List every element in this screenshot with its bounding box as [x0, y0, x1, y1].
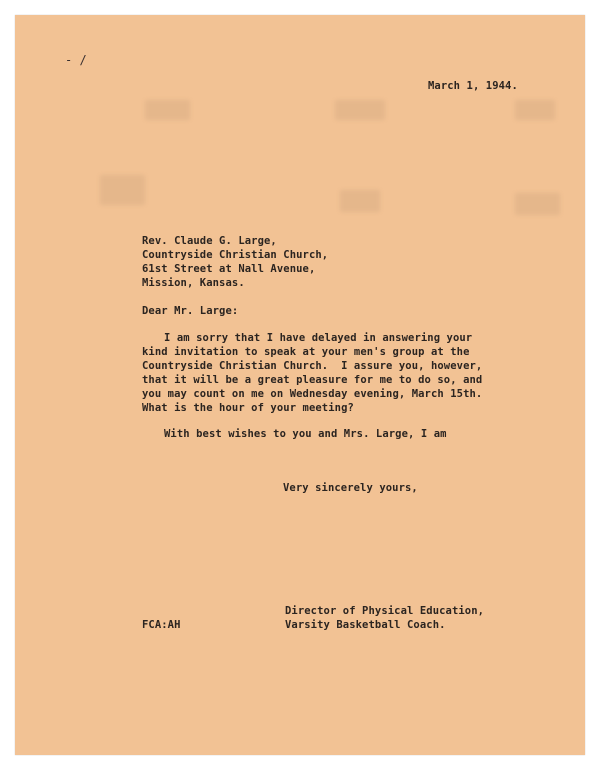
signature-title-line: Varsity Basketball Coach.: [285, 619, 446, 631]
closing-line: With best wishes to you and Mrs. Large, I am: [164, 428, 447, 440]
valediction: Very sincerely yours,: [283, 482, 418, 494]
address-line: Mission, Kansas.: [142, 277, 245, 289]
letter-date: March 1, 1944.: [428, 80, 518, 92]
body-line: I am sorry that I have delayed in answering your: [164, 332, 473, 344]
bleed-through-mark: [100, 175, 145, 205]
signature-title-line: Director of Physical Education,: [285, 605, 485, 617]
body-line: Countryside Christian Church. I assure you, however,: [142, 360, 483, 372]
body-line: you may count on me on Wednesday evening, March 15th.: [142, 388, 483, 400]
corner-mark: - /: [65, 53, 87, 67]
reference-initials: FCA:AH: [142, 619, 181, 631]
bleed-through-mark: [335, 100, 385, 120]
address-line: 61st Street at Nall Avenue,: [142, 263, 316, 275]
bleed-through-mark: [515, 193, 560, 215]
bleed-through-mark: [340, 190, 380, 212]
bleed-through-mark: [515, 100, 555, 120]
address-line: Rev. Claude G. Large,: [142, 235, 277, 247]
bleed-through-mark: [145, 100, 190, 120]
body-line: What is the hour of your meeting?: [142, 402, 354, 414]
salutation: Dear Mr. Large:: [142, 305, 239, 317]
letter-page: [15, 15, 585, 755]
address-line: Countryside Christian Church,: [142, 249, 329, 261]
body-line: that it will be a great pleasure for me to do so, and: [142, 374, 483, 386]
body-line: kind invitation to speak at your men's group at the: [142, 346, 470, 358]
